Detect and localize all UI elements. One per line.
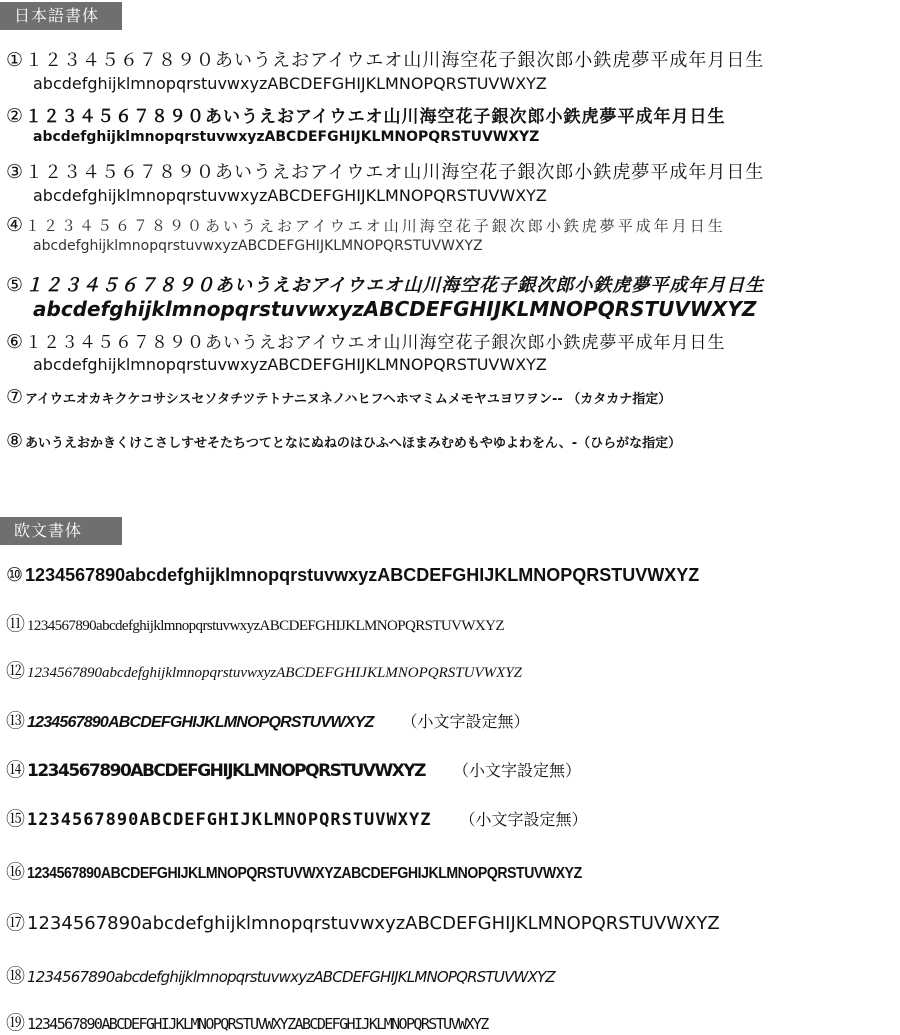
eu-sample-18 xyxy=(6,961,555,988)
ja-sample-1 xyxy=(6,46,764,93)
eu-sample-10 xyxy=(6,564,699,586)
entry-number: ⑦ xyxy=(6,386,24,408)
eu-sample-16 xyxy=(6,857,657,884)
ja-sample-8 xyxy=(6,430,681,452)
entry-number: ⑧ xyxy=(6,430,24,452)
ja-sample-6 xyxy=(6,328,726,374)
entry-number: ① xyxy=(6,49,24,71)
sample-line-latin: abcdefghijklmnopqrstuvwxyzABCDEFGHIJKLMNOPQRSTUVWXYZ xyxy=(33,355,547,374)
entry-number: ③ xyxy=(6,161,24,183)
eu-sample-17 xyxy=(6,908,720,935)
sample-line-kana-kanji: １２３４５６７８９０あいうえおアイウエオ山川海空花子銀次郎小鉄虎夢平成年月日生 xyxy=(25,333,726,353)
sample-text: 1234567890abcdefghijklmnopqrstuvwxyzABCDEFGHIJKLMNOPQRSTUVWXYZ xyxy=(27,618,504,634)
sample-line-kana-kanji: １２３４５６７８９０あいうえおアイウエオ山川海空花子銀次郎小鉄虎夢平成年月日生 xyxy=(25,217,726,235)
entry-number: ⑱ xyxy=(6,965,26,987)
sample-line-hiragana: あいうえおかきくけこさしすせそたちつてとなにぬねのはひふへほまみむめもやゆよわをん、-（ひらがな指定） xyxy=(25,436,682,451)
sample-text: 1234567890ABCDEFGHIJKLMNOPQRSTUVWXYZABCDEFGHIJKLMNOPQRSTUVWXYZ xyxy=(27,865,582,882)
entry-number: ⑥ xyxy=(6,331,24,353)
eu-sample-13 xyxy=(6,706,529,733)
entry-number: ⑲ xyxy=(6,1012,26,1034)
eu-sample-12 xyxy=(6,656,522,683)
ja-sample-7 xyxy=(6,386,671,408)
sample-text: 1234567890abcdefghijklmnopqrstuvwxyzABCDEFGHIJKLMNOPQRSTUVWXYZ xyxy=(25,565,700,585)
ja-sample-3 xyxy=(6,158,764,205)
sample-text: 1234567890abcdefghijklmnopqrstuvwxyzABCDEFGHIJKLMNOPQRSTUVWXYZ xyxy=(27,913,720,934)
sample-text: 1234567890ABCDEFGHIJKLMNOPQRSTUVWXYZ xyxy=(27,810,432,830)
sample-line-latin: abcdefghijklmnopqrstuvwxyzABCDEFGHIJKLMNOPQRSTUVWXYZ xyxy=(33,129,540,145)
sample-line-latin: abcdefghijklmnopqrstuvwxyzABCDEFGHIJKLMNOPQRSTUVWXYZ xyxy=(33,186,547,205)
eu-sample-19 xyxy=(6,1008,488,1035)
sample-line-katakana: アイウエオカキクケコサシスセソタチツテトナニヌネノハヒフヘホマミムメモヤユヨワヲン-- （カタカナ指定） xyxy=(25,392,672,407)
entry-number: ⑭ xyxy=(6,759,26,781)
note-no-lowercase: （小文字設定無） xyxy=(401,712,530,731)
entry-number: ⑫ xyxy=(6,660,26,682)
sample-text: 1234567890abcdefghijklmnopqrstuvwxyzABCDEFGHIJKLMNOPQRSTUVWXYZ xyxy=(27,968,555,986)
section-heading-japanese: 日本語書体 xyxy=(0,2,122,30)
eu-sample-11 xyxy=(6,609,504,636)
entry-number: ⑯ xyxy=(6,861,26,883)
entry-number: ⑩ xyxy=(6,564,24,586)
sample-text: 1234567890abcdefghijklmnopqrstuvwxyzABCDEFGHIJKLMNOPQRSTUVWXYZ xyxy=(27,665,522,681)
entry-number: ⑬ xyxy=(6,710,26,732)
eu-sample-15 xyxy=(6,804,588,831)
sample-line-latin: abcdefghijklmnopqrstuvwxyzABCDEFGHIJKLMNOPQRSTUVWXYZ xyxy=(33,297,757,321)
note-no-lowercase: （小文字設定無） xyxy=(459,810,588,829)
sample-text: 1234567890ABCDEFGHIJKLMNOPQRSTUVWXYZABCDEFGHIJKLMNOPQRSTUVWXYZ xyxy=(27,1015,488,1033)
sample-line-kana-kanji: １２３４５６７８９０あいうえおアイウエオ山川海空花子銀次郎小鉄虎夢平成年月日生 xyxy=(25,275,765,296)
entry-number: ⑤ xyxy=(6,274,24,296)
ja-sample-5 xyxy=(6,271,764,321)
note-no-lowercase: （小文字設定無） xyxy=(452,761,581,780)
entry-number: ② xyxy=(6,105,24,127)
sample-text: 1234567890ABCDEFGHIJKLMNOPQRSTUVWXYZ xyxy=(27,714,374,731)
sample-line-kana-kanji: １２３４５６７８９０あいうえおアイウエオ山川海空花子銀次郎小鉄虎夢平成年月日生 xyxy=(25,107,726,127)
section-heading-european: 欧文書体 xyxy=(0,517,122,545)
sample-line-latin: abcdefghijklmnopqrstuvwxyzABCDEFGHIJKLMNOPQRSTUVWXYZ xyxy=(33,238,483,254)
sample-line-kana-kanji: １２３４５６７８９０あいうえおアイウエオ山川海空花子銀次郎小鉄虎夢平成年月日生 xyxy=(25,162,765,183)
entry-number: ⑰ xyxy=(6,912,26,934)
sample-line-kana-kanji: １２３４５６７８９０あいうえおアイウエオ山川海空花子銀次郎小鉄虎夢平成年月日生 xyxy=(25,50,765,71)
entry-number: ⑮ xyxy=(6,808,26,830)
entry-number: ⑪ xyxy=(6,613,26,635)
ja-sample-2 xyxy=(6,102,726,145)
eu-sample-14 xyxy=(6,755,581,782)
entry-number: ④ xyxy=(6,214,24,236)
sample-line-latin: abcdefghijklmnopqrstuvwxyzABCDEFGHIJKLMNOPQRSTUVWXYZ xyxy=(33,74,547,93)
ja-sample-4 xyxy=(6,214,726,254)
sample-text: 1234567890ABCDEFGHIJKLMNOPQRSTUVWXYZ xyxy=(27,761,425,781)
